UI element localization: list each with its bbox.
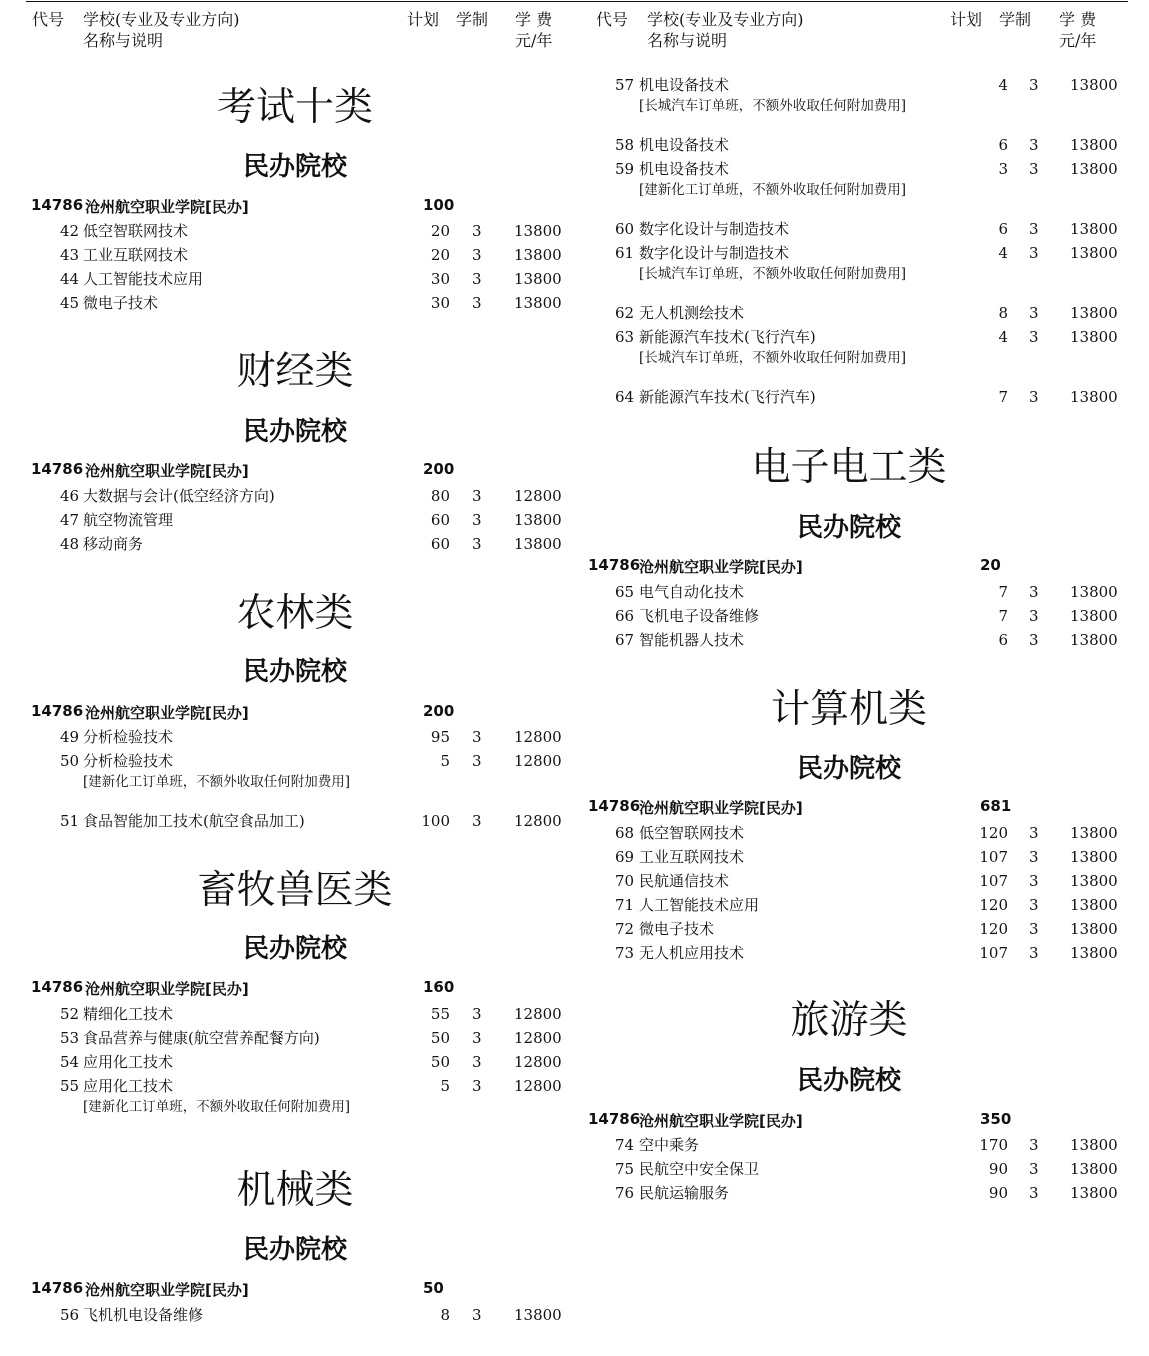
- table-row: [0, 1028, 575, 1050]
- category-title: 考试十类: [216, 85, 373, 130]
- header-plan: 计划: [950, 10, 983, 29]
- row-plan: 100: [421, 812, 450, 830]
- row-number: 67: [615, 631, 635, 649]
- row-fee: 13800: [1070, 76, 1118, 94]
- table-row: [0, 811, 575, 833]
- header-years: 学制: [999, 10, 1032, 29]
- school-code: 14786: [31, 196, 84, 214]
- row-number: 59: [615, 160, 635, 178]
- row-major-name: 低空智联网技术: [639, 824, 745, 842]
- header-fee-2: 元/年: [515, 31, 553, 50]
- row-plan: 90: [988, 1160, 1008, 1178]
- table-row: [0, 486, 575, 508]
- row-years: 3: [472, 752, 482, 770]
- row-number: 76: [615, 1184, 635, 1202]
- row-years: 3: [1029, 76, 1039, 94]
- row-years: 3: [472, 222, 482, 240]
- category-title: 旅游类: [790, 998, 908, 1043]
- header-years: 学制: [456, 10, 489, 29]
- header-fee: 学 费: [1059, 10, 1097, 29]
- row-note: [长城汽车订单班，不额外收取任何附加费用]: [639, 350, 907, 366]
- school-line: [0, 702, 575, 724]
- row-plan: 107: [979, 848, 1008, 866]
- header-code: 代号: [596, 10, 629, 29]
- row-plan: 50: [430, 1029, 450, 1047]
- table-row: [560, 919, 1149, 941]
- header-school-2: 名称与说明: [647, 31, 728, 50]
- row-fee: 13800: [1070, 896, 1118, 914]
- row-major-name: 数字化设计与制造技术: [639, 220, 790, 238]
- row-fee: 13800: [1070, 872, 1118, 890]
- row-number: 61: [615, 244, 635, 262]
- table-row: [560, 327, 1149, 349]
- row-major-name: 移动商务: [83, 535, 144, 553]
- table-row: [560, 630, 1149, 652]
- row-plan: 4: [998, 244, 1008, 262]
- row-major-name: 新能源汽车技术(飞行汽车): [639, 388, 816, 406]
- row-plan: 5: [440, 752, 450, 770]
- row-major-name: 食品智能加工技术(航空食品加工): [83, 812, 305, 830]
- table-row: [0, 751, 575, 773]
- row-note: [建新化工订单班，不额外收取任何附加费用]: [83, 1099, 351, 1115]
- category-title: 机械类: [236, 1168, 354, 1213]
- school-total-plan: 681: [980, 797, 1012, 815]
- table-row: [0, 293, 575, 315]
- row-note: [建新化工订单班，不额外收取任何附加费用]: [639, 182, 907, 198]
- category-title: 农林类: [236, 591, 354, 636]
- row-number: 69: [615, 848, 635, 866]
- row-fee: 13800: [1070, 920, 1118, 938]
- table-row: [560, 135, 1149, 157]
- row-years: 3: [1029, 328, 1039, 346]
- row-fee: 13800: [1070, 1136, 1118, 1154]
- table-row: [560, 1159, 1149, 1181]
- row-number: 50: [60, 752, 80, 770]
- row-plan: 120: [979, 920, 1008, 938]
- table-row: [560, 823, 1149, 845]
- table-row: [560, 606, 1149, 628]
- row-plan: 170: [979, 1136, 1008, 1154]
- row-number: 60: [615, 220, 635, 238]
- school-line: [0, 1279, 575, 1301]
- row-major-name: 机电设备技术: [639, 76, 730, 94]
- table-row: [560, 847, 1149, 869]
- school-name: 沧州航空职业学院[民办]: [85, 462, 249, 480]
- row-number: 57: [615, 76, 635, 94]
- row-number: 48: [60, 535, 80, 553]
- school-name: 沧州航空职业学院[民办]: [639, 1112, 803, 1130]
- table-row: [560, 303, 1149, 325]
- row-number: 74: [615, 1136, 635, 1154]
- row-years: 3: [1029, 944, 1039, 962]
- row-fee: 13800: [1070, 304, 1118, 322]
- row-number: 51: [60, 812, 80, 830]
- row-major-name: 分析检验技术: [83, 728, 174, 746]
- row-major-name: 应用化工技术: [83, 1053, 174, 1071]
- row-fee: 13800: [514, 511, 562, 529]
- row-major-name: 智能机器人技术: [639, 631, 745, 649]
- school-line: [0, 460, 575, 482]
- row-years: 3: [1029, 160, 1039, 178]
- row-years: 3: [472, 812, 482, 830]
- row-number: 75: [615, 1160, 635, 1178]
- school-code: 14786: [588, 797, 641, 815]
- row-major-name: 航空物流管理: [83, 511, 174, 529]
- row-major-name: 新能源汽车技术(飞行汽车): [639, 328, 816, 346]
- table-row: [0, 534, 575, 556]
- header-plan: 计划: [407, 10, 440, 29]
- school-type-subtitle: 民办院校: [242, 934, 347, 964]
- row-plan: 120: [979, 824, 1008, 842]
- row-years: 3: [1029, 1160, 1039, 1178]
- row-fee: 12800: [514, 1077, 562, 1095]
- row-number: 45: [60, 294, 80, 312]
- row-years: 3: [472, 487, 482, 505]
- row-fee: 13800: [514, 270, 562, 288]
- row-fee: 12800: [514, 1029, 562, 1047]
- row-number: 73: [615, 944, 635, 962]
- row-number: 42: [60, 222, 80, 240]
- category-title: 电子电工类: [751, 445, 947, 490]
- row-major-name: 人工智能技术应用: [639, 896, 760, 914]
- table-row: [0, 727, 575, 749]
- school-type-subtitle: 民办院校: [242, 1235, 347, 1265]
- row-major-name: 机电设备技术: [639, 136, 730, 154]
- row-years: 3: [472, 1029, 482, 1047]
- row-fee: 13800: [1070, 244, 1118, 262]
- row-major-name: 工业互联网技术: [639, 848, 745, 866]
- row-major-name: 人工智能技术应用: [83, 270, 204, 288]
- row-plan: 20: [430, 222, 450, 240]
- row-fee: 13800: [514, 294, 562, 312]
- school-line: [0, 978, 575, 1000]
- row-fee: 12800: [514, 752, 562, 770]
- header-school: 学校(专业及专业方向): [83, 10, 240, 29]
- row-number: 44: [60, 270, 80, 288]
- row-number: 65: [615, 583, 635, 601]
- school-line: [560, 1110, 1149, 1132]
- row-number: 71: [615, 896, 635, 914]
- row-fee: 13800: [1070, 1184, 1118, 1202]
- table-row: [560, 1183, 1149, 1205]
- school-code: 14786: [588, 1110, 641, 1128]
- row-major-name: 微电子技术: [639, 920, 715, 938]
- row-number: 47: [60, 511, 80, 529]
- row-years: 3: [1029, 848, 1039, 866]
- row-number: 68: [615, 824, 635, 842]
- row-note: [长城汽车订单班，不额外收取任何附加费用]: [639, 98, 907, 114]
- row-number: 70: [615, 872, 635, 890]
- top-rule: [26, 1, 1128, 2]
- school-total-plan: 200: [423, 702, 455, 720]
- row-fee: 13800: [1070, 136, 1118, 154]
- row-major-name: 民航空中安全保卫: [639, 1160, 760, 1178]
- row-number: 55: [60, 1077, 80, 1095]
- row-major-name: 机电设备技术: [639, 160, 730, 178]
- row-major-name: 电气自动化技术: [639, 583, 745, 601]
- row-plan: 30: [430, 294, 450, 312]
- table-row: [560, 75, 1149, 97]
- table-row: [0, 221, 575, 243]
- row-years: 3: [472, 1005, 482, 1023]
- row-years: 3: [1029, 920, 1039, 938]
- row-fee: 13800: [514, 535, 562, 553]
- school-line: [0, 196, 575, 218]
- table-row: [560, 582, 1149, 604]
- school-type-subtitle: 民办院校: [242, 152, 347, 182]
- row-years: 3: [1029, 872, 1039, 890]
- row-years: 3: [472, 535, 482, 553]
- row-fee: 13800: [1070, 607, 1118, 625]
- header-fee: 学 费: [515, 10, 553, 29]
- row-plan: 4: [998, 76, 1008, 94]
- row-years: 3: [1029, 1136, 1039, 1154]
- category-title: 畜牧兽医类: [197, 868, 393, 913]
- row-years: 3: [1029, 607, 1039, 625]
- row-fee: 13800: [1070, 160, 1118, 178]
- school-code: 14786: [588, 556, 641, 574]
- row-years: 3: [472, 294, 482, 312]
- row-years: 3: [472, 1053, 482, 1071]
- row-plan: 8: [440, 1306, 450, 1324]
- row-major-name: 飞机机电设备维修: [83, 1306, 204, 1324]
- school-type-subtitle: 民办院校: [796, 1066, 901, 1096]
- row-number: 54: [60, 1053, 80, 1071]
- school-name: 沧州航空职业学院[民办]: [85, 1281, 249, 1299]
- row-fee: 13800: [1070, 388, 1118, 406]
- row-fee: 13800: [1070, 848, 1118, 866]
- row-plan: 6: [998, 631, 1008, 649]
- row-years: 3: [472, 1306, 482, 1324]
- row-fee: 12800: [514, 1005, 562, 1023]
- table-row: [0, 1004, 575, 1026]
- row-plan: 30: [430, 270, 450, 288]
- table-row: [0, 1076, 575, 1098]
- row-fee: 13800: [1070, 583, 1118, 601]
- school-name: 沧州航空职业学院[民办]: [639, 558, 803, 576]
- table-row: [0, 1052, 575, 1074]
- row-major-name: 应用化工技术: [83, 1077, 174, 1095]
- row-major-name: 工业互联网技术: [83, 246, 189, 264]
- table-row: [0, 269, 575, 291]
- row-years: 3: [1029, 1184, 1039, 1202]
- row-fee: 13800: [1070, 220, 1118, 238]
- school-type-subtitle: 民办院校: [242, 417, 347, 447]
- school-line: [560, 556, 1149, 578]
- row-major-name: 空中乘务: [639, 1136, 700, 1154]
- row-number: 62: [615, 304, 635, 322]
- row-plan: 80: [430, 487, 450, 505]
- row-note: [建新化工订单班，不额外收取任何附加费用]: [83, 774, 351, 790]
- row-fee: 13800: [1070, 1160, 1118, 1178]
- row-plan: 55: [430, 1005, 450, 1023]
- row-fee: 13800: [1070, 824, 1118, 842]
- table-row: [0, 245, 575, 267]
- row-years: 3: [472, 1077, 482, 1095]
- row-fee: 12800: [514, 1053, 562, 1071]
- row-number: 43: [60, 246, 80, 264]
- row-number: 52: [60, 1005, 80, 1023]
- school-code: 14786: [31, 702, 84, 720]
- category-title: 计算机类: [770, 687, 927, 732]
- row-number: 66: [615, 607, 635, 625]
- row-plan: 90: [988, 1184, 1008, 1202]
- category-title: 财经类: [236, 349, 354, 394]
- row-major-name: 低空智联网技术: [83, 222, 189, 240]
- row-plan: 60: [430, 511, 450, 529]
- table-row: [560, 243, 1149, 265]
- row-number: 49: [60, 728, 80, 746]
- row-plan: 50: [430, 1053, 450, 1071]
- school-total-plan: 20: [980, 556, 1001, 574]
- school-type-subtitle: 民办院校: [242, 657, 347, 687]
- table-row: [560, 895, 1149, 917]
- row-fee: 13800: [1070, 631, 1118, 649]
- school-total-plan: 50: [423, 1279, 444, 1297]
- row-major-name: 无人机测绘技术: [639, 304, 745, 322]
- school-total-plan: 200: [423, 460, 455, 478]
- table-row: [560, 871, 1149, 893]
- table-row: [560, 1135, 1149, 1157]
- row-number: 56: [60, 1306, 80, 1324]
- header-code: 代号: [32, 10, 65, 29]
- row-number: 58: [615, 136, 635, 154]
- row-plan: 6: [998, 136, 1008, 154]
- school-code: 14786: [31, 978, 84, 996]
- row-plan: 8: [998, 304, 1008, 322]
- table-row: [0, 510, 575, 532]
- row-fee: 13800: [514, 246, 562, 264]
- table-row: [560, 159, 1149, 181]
- row-plan: 95: [430, 728, 450, 746]
- row-plan: 107: [979, 944, 1008, 962]
- row-plan: 5: [440, 1077, 450, 1095]
- row-plan: 20: [430, 246, 450, 264]
- row-fee: 13800: [514, 222, 562, 240]
- row-plan: 107: [979, 872, 1008, 890]
- row-major-name: 飞机电子设备维修: [639, 607, 760, 625]
- row-years: 3: [1029, 631, 1039, 649]
- row-fee: 13800: [1070, 328, 1118, 346]
- table-row: [560, 219, 1149, 241]
- row-major-name: 民航运输服务: [639, 1184, 730, 1202]
- row-number: 72: [615, 920, 635, 938]
- row-years: 3: [1029, 304, 1039, 322]
- school-type-subtitle: 民办院校: [796, 754, 901, 784]
- row-note: [长城汽车订单班，不额外收取任何附加费用]: [639, 266, 907, 282]
- row-years: 3: [1029, 244, 1039, 262]
- row-years: 3: [1029, 388, 1039, 406]
- row-plan: 7: [998, 388, 1008, 406]
- school-total-plan: 160: [423, 978, 455, 996]
- header-school: 学校(专业及专业方向): [647, 10, 804, 29]
- school-name: 沧州航空职业学院[民办]: [85, 198, 249, 216]
- row-plan: 4: [998, 328, 1008, 346]
- row-plan: 7: [998, 607, 1008, 625]
- school-line: [560, 797, 1149, 819]
- row-major-name: 民航通信技术: [639, 872, 730, 890]
- row-years: 3: [472, 270, 482, 288]
- row-years: 3: [1029, 824, 1039, 842]
- table-row: [560, 387, 1149, 409]
- row-plan: 120: [979, 896, 1008, 914]
- row-years: 3: [1029, 136, 1039, 154]
- row-major-name: 精细化工技术: [83, 1005, 174, 1023]
- table-row: [560, 943, 1149, 965]
- school-name: 沧州航空职业学院[民办]: [639, 799, 803, 817]
- row-years: 3: [1029, 896, 1039, 914]
- header-fee-2: 元/年: [1059, 31, 1097, 50]
- row-plan: 7: [998, 583, 1008, 601]
- row-number: 46: [60, 487, 80, 505]
- row-years: 3: [472, 246, 482, 264]
- row-number: 53: [60, 1029, 80, 1047]
- row-years: 3: [1029, 220, 1039, 238]
- row-major-name: 数字化设计与制造技术: [639, 244, 790, 262]
- row-years: 3: [1029, 583, 1039, 601]
- row-major-name: 微电子技术: [83, 294, 159, 312]
- school-type-subtitle: 民办院校: [796, 513, 901, 543]
- row-fee: 12800: [514, 812, 562, 830]
- row-major-name: 无人机应用技术: [639, 944, 745, 962]
- row-plan: 60: [430, 535, 450, 553]
- school-total-plan: 350: [980, 1110, 1012, 1128]
- row-major-name: 食品营养与健康(航空营养配餐方向): [83, 1029, 320, 1047]
- row-plan: 3: [998, 160, 1008, 178]
- row-fee: 13800: [514, 1306, 562, 1324]
- header-school-2: 名称与说明: [83, 31, 164, 50]
- row-fee: 12800: [514, 728, 562, 746]
- row-years: 3: [472, 511, 482, 529]
- row-number: 64: [615, 388, 635, 406]
- school-total-plan: 100: [423, 196, 455, 214]
- school-code: 14786: [31, 460, 84, 478]
- table-row: [0, 1305, 575, 1327]
- row-major-name: 分析检验技术: [83, 752, 174, 770]
- school-name: 沧州航空职业学院[民办]: [85, 704, 249, 722]
- row-number: 63: [615, 328, 635, 346]
- row-plan: 6: [998, 220, 1008, 238]
- school-code: 14786: [31, 1279, 84, 1297]
- school-name: 沧州航空职业学院[民办]: [85, 980, 249, 998]
- row-years: 3: [472, 728, 482, 746]
- row-major-name: 大数据与会计(低空经济方向): [83, 487, 275, 505]
- row-fee: 12800: [514, 487, 562, 505]
- row-fee: 13800: [1070, 944, 1118, 962]
